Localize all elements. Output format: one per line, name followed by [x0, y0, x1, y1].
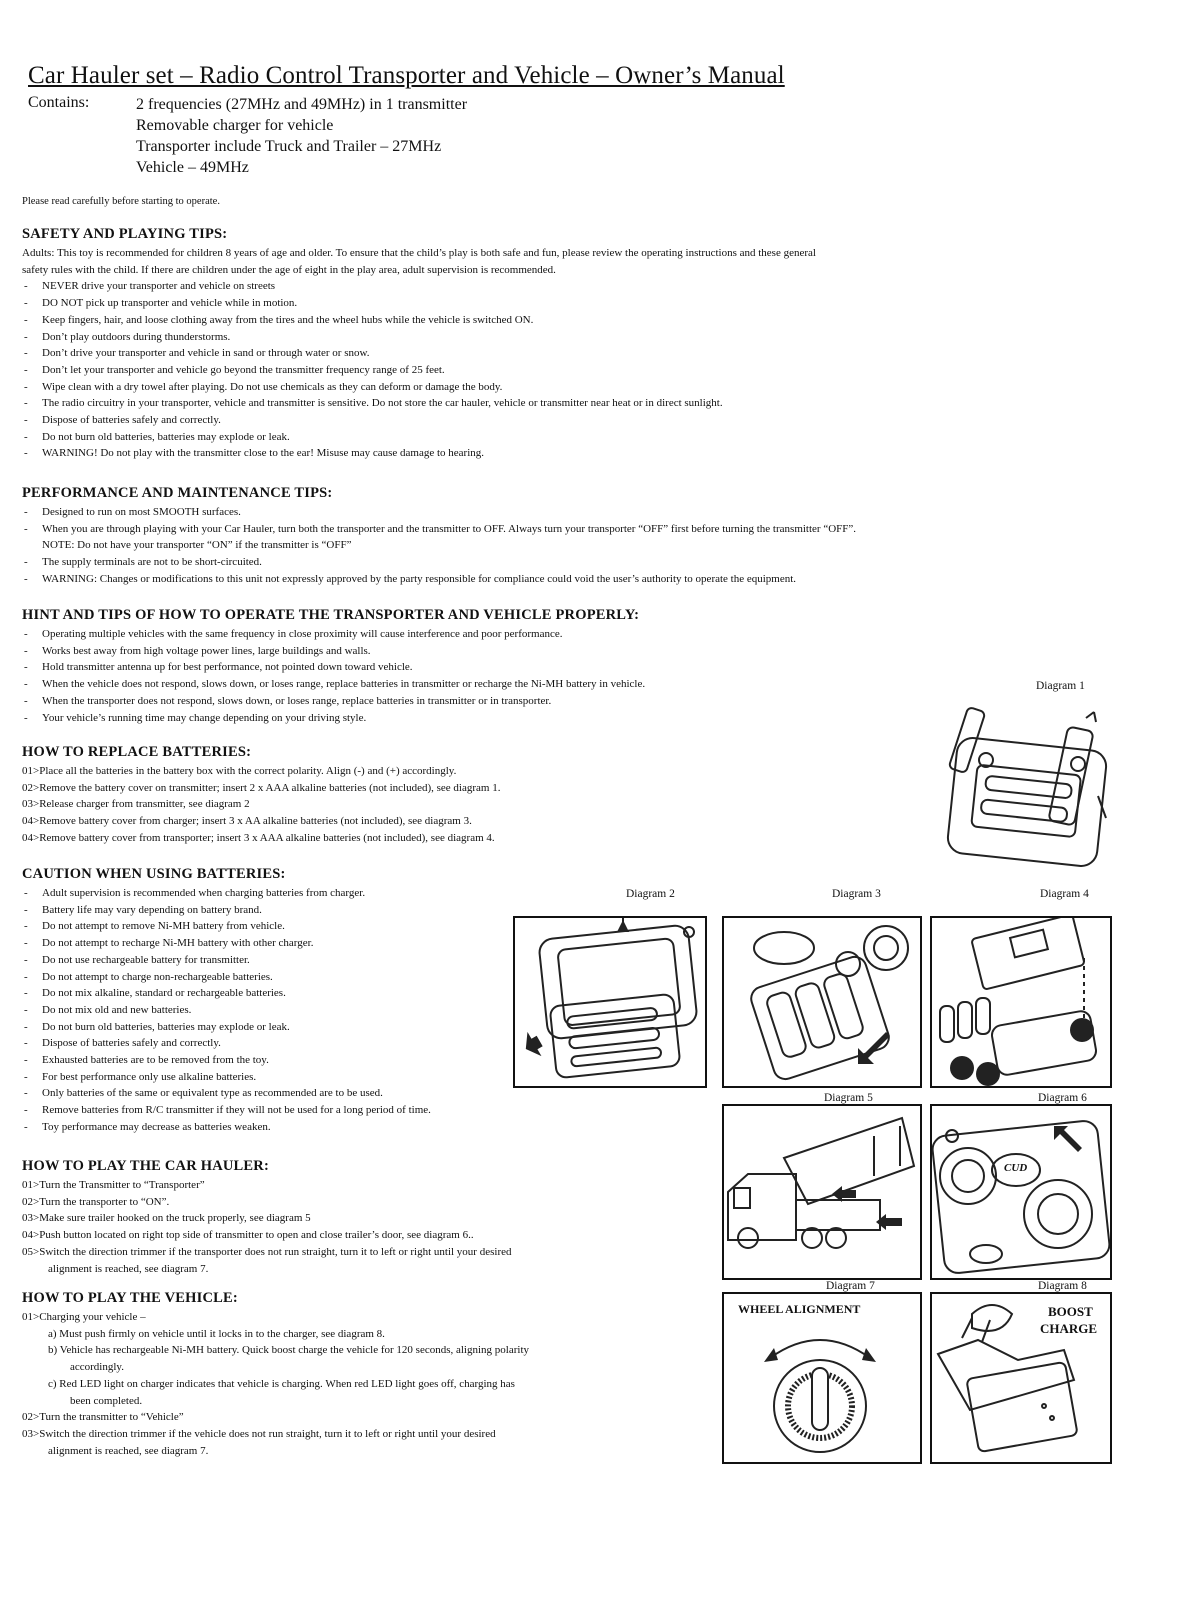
- play-vehicle-substep: b) Vehicle has rechargeable Ni-MH battery. Quick boost charge the vehicle for 120 seconds, aligning polarity: [48, 1344, 529, 1357]
- diagram-8: [930, 1292, 1112, 1464]
- diagram-6-badge: CUD: [1004, 1162, 1028, 1174]
- play-vehicle-heading: HOW TO PLAY THE VEHICLE:: [22, 1290, 238, 1306]
- contains-line: Vehicle – 49MHz: [136, 159, 249, 176]
- list-item: - Do not mix old and new batteries.: [22, 1002, 431, 1019]
- list-item: - Operating multiple vehicles with the same frequency in close proximity will cause interference and poor performance.: [22, 626, 645, 643]
- list-item: - Do not burn old batteries, batteries may explode or leak.: [22, 1019, 431, 1036]
- list-item: - When you are through playing with your Car Hauler, turn both the transporter and the transmitter to OFF. Always turn your transporter “OFF” first before turning the transmitter “OFF”.: [22, 521, 856, 538]
- hints-heading: HINT AND TIPS OF HOW TO OPERATE THE TRANSPORTER AND VEHICLE PROPERLY:: [22, 607, 640, 623]
- list-item: - Wipe clean with a dry towel after playing. Do not use chemicals as they can deform or damage the body.: [22, 379, 816, 396]
- diagram-6-label: Diagram 6: [1038, 1092, 1087, 1104]
- list-item: - Exhausted batteries are to be removed from the toy.: [22, 1052, 431, 1069]
- list-item: - Don’t let your transporter and vehicle go beyond the transmitter frequency range of 25 feet.: [22, 362, 816, 379]
- performance-section: [22, 485, 856, 588]
- list-item: - DO NOT pick up transporter and vehicle while in motion.: [22, 295, 816, 312]
- diagram-4-label: Diagram 4: [1040, 888, 1089, 900]
- list-item: - Only batteries of the same or equivalent type as recommended are to be used.: [22, 1085, 431, 1102]
- safety-heading: SAFETY AND PLAYING TIPS:: [22, 226, 228, 242]
- page-title: Car Hauler set – Radio Control Transporter and Vehicle – Owner’s Manual: [28, 62, 785, 89]
- list-item: - Don’t drive your transporter and vehicle in sand or through water or snow.: [22, 345, 816, 362]
- list-item: - Don’t play outdoors during thunderstorms.: [22, 329, 816, 346]
- list-item: - Dispose of batteries safely and correctly.: [22, 412, 816, 429]
- diagram-2-label: Diagram 2: [626, 888, 675, 900]
- safety-section: [22, 226, 816, 462]
- play-vehicle-step-cont: alignment is reached, see diagram 7.: [48, 1444, 209, 1457]
- play-vehicle-step: 02>Turn the transmitter to “Vehicle”: [22, 1411, 184, 1424]
- play-hauler-step: 05>Switch the direction trimmer if the transporter does not run straight, turn it to left or right until your desired: [22, 1245, 512, 1258]
- contains-list: [136, 94, 467, 178]
- list-item: - Your vehicle’s running time may change depending on your driving style.: [22, 710, 645, 727]
- list-item: - For best performance only use alkaline batteries.: [22, 1069, 431, 1086]
- wheel-alignment-dial: [724, 1294, 920, 1462]
- transmitter-button-illustration: [932, 1106, 1110, 1278]
- list-item: - Do not attempt to charge non-rechargeable batteries.: [22, 969, 431, 986]
- list-item: - Works best away from high voltage power lines, large buildings and walls.: [22, 643, 645, 660]
- truck-trailer-illustration: [724, 1106, 920, 1278]
- list-item: - The radio circuitry in your transporter, vehicle and transmitter is sensitive. Do not store the car hauler, vehicle or transmitter near heat or in direct sunlight.: [22, 395, 816, 412]
- list-item: - Do not burn old batteries, batteries may explode or leak.: [22, 429, 816, 446]
- list-item: - Remove batteries from R/C transmitter if they will not be used for a long period of time.: [22, 1102, 431, 1119]
- charger-release-illustration: [515, 918, 705, 1086]
- charger-battery-illustration: [724, 918, 920, 1086]
- list-item: - Dispose of batteries safely and correctly.: [22, 1035, 431, 1052]
- play-vehicle-substep-cont: accordingly.: [70, 1361, 124, 1374]
- diagram-2: [513, 916, 707, 1088]
- list-item: - Hold transmitter antenna up for best performance, not pointed down toward vehicle.: [22, 659, 645, 676]
- contains-line: Transporter include Truck and Trailer – 27MHz: [136, 138, 442, 155]
- list-item: - NEVER drive your transporter and vehicle on streets: [22, 278, 816, 295]
- safety-list: [22, 278, 816, 462]
- list-item: - When the vehicle does not respond, slows down, or loses range, replace batteries in transmitter or recharge the Ni-MH battery in vehicle.: [22, 676, 645, 693]
- list-item: - WARNING: Changes or modifications to this unit not expressly approved by the party responsible for compliance could void the user’s authority to operate the equipment.: [22, 571, 856, 588]
- safety-intro: Adults: This toy is recommended for children 8 years of age and older. To ensure that the child’s play is both safe and fun, please review the operating instructions and these general: [22, 247, 816, 259]
- caution-heading: CAUTION WHEN USING BATTERIES:: [22, 866, 286, 882]
- list-item: - Battery life may vary depending on battery brand.: [22, 902, 431, 919]
- play-hauler-step-cont: alignment is reached, see diagram 7.: [48, 1262, 209, 1275]
- caution-section: [22, 866, 431, 1136]
- boost-label: BOOST: [1048, 1304, 1093, 1319]
- play-vehicle-step: 03>Switch the direction trimmer if the vehicle does not run straight, turn it to left or right until your desired: [22, 1427, 496, 1440]
- performance-heading: PERFORMANCE AND MAINTENANCE TIPS:: [22, 485, 333, 501]
- list-item: - WARNING! Do not play with the transmitter close to the ear! Misuse may cause damage to hearing.: [22, 445, 816, 462]
- replace-step: 04>Remove battery cover from transporter; insert 3 x AAA alkaline batteries (not included), see diagram 4.: [22, 831, 495, 844]
- list-item: - Do not use rechargeable battery for transmitter.: [22, 952, 431, 969]
- play-vehicle-section: [22, 1290, 529, 1459]
- read-note: Please read carefully before starting to operate.: [22, 196, 220, 207]
- replace-section: [22, 744, 500, 847]
- performance-list-2: [22, 554, 856, 587]
- hints-section: [22, 607, 645, 726]
- list-item: - The supply terminals are not to be short-circuited.: [22, 554, 856, 571]
- play-vehicle-substep: c) Red LED light on charger indicates that vehicle is charging. When red LED light goes off, charging has: [48, 1377, 515, 1390]
- diagram-1-label: Diagram 1: [1036, 680, 1085, 692]
- safety-intro: safety rules with the child. If there are children under the age of eight in the play area, adult supervision is recommended.: [22, 263, 556, 276]
- play-hauler-step: 01>Turn the Transmitter to “Transporter”: [22, 1179, 205, 1191]
- play-vehicle-substep-cont: been completed.: [70, 1394, 143, 1407]
- replace-heading: HOW TO REPLACE BATTERIES:: [22, 744, 252, 760]
- charge-label: CHARGE: [1040, 1321, 1098, 1336]
- list-item: - Designed to run on most SMOOTH surfaces.: [22, 504, 856, 521]
- performance-list: [22, 504, 856, 537]
- diagram-6: [930, 1104, 1112, 1280]
- list-item: - Do not mix alkaline, standard or rechargeable batteries.: [22, 985, 431, 1002]
- diagram-7: [722, 1292, 922, 1464]
- play-vehicle-step: 01>Charging your vehicle –: [22, 1311, 146, 1323]
- transmitter-battery-illustration: [930, 700, 1116, 878]
- caution-list: [22, 885, 431, 1136]
- replace-step: 03>Release charger from transmitter, see diagram 2: [22, 798, 250, 811]
- play-hauler-step: 03>Make sure trailer hooked on the truck properly, see diagram 5: [22, 1212, 311, 1225]
- contains-label: Contains:: [28, 94, 90, 111]
- diagram-3: [722, 916, 922, 1088]
- list-item: - Do not attempt to recharge Ni-MH battery with other charger.: [22, 935, 431, 952]
- transporter-battery-illustration: [932, 918, 1110, 1086]
- hints-list: [22, 626, 645, 726]
- diagram-5: [722, 1104, 922, 1280]
- performance-note: NOTE: Do not have your transporter “ON” if the transmitter is “OFF”: [42, 539, 352, 552]
- replace-step: 01>Place all the batteries in the battery box with the correct polarity. Align (-) and (+) accordingly.: [22, 765, 457, 777]
- play-hauler-heading: HOW TO PLAY THE CAR HAULER:: [22, 1158, 269, 1174]
- list-item: - When the transporter does not respond, slows down, or loses range, replace batteries in transmitter or in transporter.: [22, 693, 645, 710]
- play-vehicle-substep: a) Must push firmly on vehicle until it locks in to the charger, see diagram 8.: [48, 1327, 385, 1340]
- diagram-8-label: Diagram 8: [1038, 1280, 1087, 1292]
- list-item: - Keep fingers, hair, and loose clothing away from the tires and the wheel hubs while the vehicle is switched ON.: [22, 312, 816, 329]
- list-item: - Adult supervision is recommended when charging batteries from charger.: [22, 885, 431, 902]
- diagram-4: [930, 916, 1112, 1088]
- contains-line: Removable charger for vehicle: [136, 117, 334, 134]
- list-item: - Do not attempt to remove Ni-MH battery from vehicle.: [22, 918, 431, 935]
- list-item: - Toy performance may decrease as batteries weaken.: [22, 1119, 431, 1136]
- play-hauler-step: 04>Push button located on right top side of transmitter to open and close trailer’s door, see diagram 6..: [22, 1229, 474, 1242]
- play-hauler-section: [22, 1158, 512, 1277]
- diagram-3-label: Diagram 3: [832, 888, 881, 900]
- replace-step: 02>Remove the battery cover on transmitter; insert 2 x AAA alkaline batteries (not included), see diagram 1.: [22, 781, 501, 794]
- wheel-alignment-title: WHEEL ALIGNMENT: [738, 1302, 861, 1316]
- play-hauler-step: 02>Turn the transporter to “ON”.: [22, 1195, 170, 1208]
- diagram-1: [930, 700, 1116, 878]
- contains-line: 2 frequencies (27MHz and 49MHz) in 1 transmitter: [136, 96, 468, 113]
- diagram-5-label: Diagram 5: [824, 1092, 873, 1104]
- diagram-7-label: Diagram 7: [826, 1280, 875, 1292]
- replace-step: 04>Remove battery cover from charger; insert 3 x AA alkaline batteries (not included), see diagram 3.: [22, 815, 472, 828]
